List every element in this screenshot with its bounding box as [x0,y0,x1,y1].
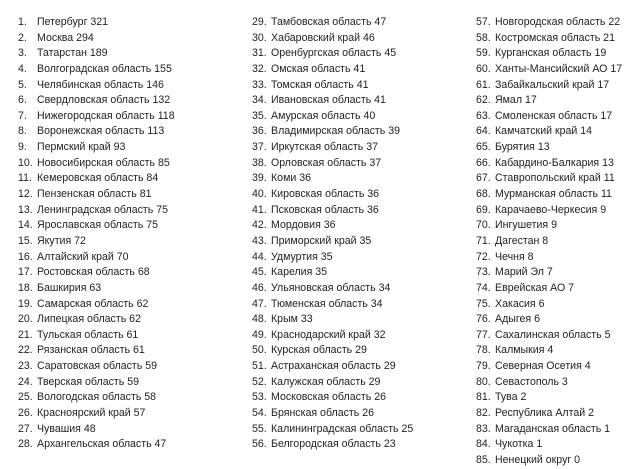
list-item-number: 53. [252,391,267,404]
list-item [18,422,175,438]
list-item-text: Волгоградская область 155 [37,62,172,75]
list-item-number: 84. [476,438,491,451]
list-item [252,109,413,125]
list-item-text: Якутия 72 [37,234,86,247]
list-item [18,15,175,31]
list-item-text: Калининградская область 25 [271,422,414,435]
list-item-number: 71. [476,234,491,247]
list-item-text: Крым 33 [271,313,313,326]
list-item-number: 38. [252,156,267,169]
list-item-number: 80. [476,375,491,388]
list-item [18,78,175,94]
list-item-number: 45. [252,266,267,279]
list-item [252,140,413,156]
list-item-text: Петербург 321 [37,16,109,28]
list-item-number: 40. [252,188,267,201]
list-item-text: Магаданская область 1 [495,422,611,435]
list-item-text: Чечня 8 [495,250,534,263]
list-item [476,15,622,31]
list-item-text: Бурятия 13 [495,141,550,154]
list-item-number: 14. [18,219,33,232]
list-item [476,437,622,453]
list-item-text: Ярославская область 75 [37,219,159,232]
list-item [476,328,622,344]
list-item-text: Калмыкия 4 [495,344,554,357]
list-item-text: Владимирская область 39 [271,125,401,138]
list-item [252,437,413,453]
list-item-text: Татарстан 189 [37,47,108,60]
list-item-number: 49. [252,328,267,341]
list-item-text: Забайкальский край 17 [495,78,610,91]
list-item [476,250,622,266]
list-item [476,343,622,359]
list-item [18,375,175,391]
list-item-number: 3. [18,47,27,60]
list-item [18,328,175,344]
list-item-number: 16. [18,250,33,263]
list-item [476,78,622,94]
list-item-number: 11. [18,172,32,185]
list-item-number: 23. [18,360,33,373]
list-item-number: 25. [18,391,33,404]
list-item-number: 76. [476,313,491,326]
list-item-text: Хабаровский край 46 [271,31,375,44]
list-item [252,156,413,172]
list-item [18,437,175,453]
list-item-text: Ленинградская область 75 [37,203,168,216]
list-item-text: Московская область 26 [271,391,386,404]
list-item-number: 75. [476,297,491,310]
list-item [252,78,413,94]
list-item [476,46,622,62]
list-item-number: 77. [476,328,491,341]
list-item-number: 24. [18,375,33,388]
list-item-number: 74. [476,281,491,294]
list-item [476,156,622,172]
list-item-number: 68. [476,188,491,201]
list-item [476,265,622,281]
list-item-number: 22. [18,344,33,357]
list-item-text: Новгородская область 22 [495,16,621,28]
list-item-number: 48. [252,313,267,326]
list-item-text: Пензенская область 81 [37,188,152,201]
list-item-text: Тамбовская область 47 [271,16,387,28]
list-item [252,46,413,62]
list-item [476,281,622,297]
list-item-number: 52. [252,375,267,388]
list-item-text: Карачаево-Черкесия 9 [495,203,607,216]
list-item-number: 37. [252,141,267,154]
list-item-number: 43. [252,234,267,247]
list-item [18,62,175,78]
list-item-number: 36. [252,125,267,138]
list-item-number: 28. [18,438,33,451]
list-item-number: 10. [18,156,33,169]
list-item [18,343,175,359]
list-item-number: 41. [252,203,267,216]
list-item [476,406,622,422]
list-item-text: Приморский край 35 [271,234,372,247]
list-item [18,281,175,297]
list-item-number: 31. [252,47,267,60]
list-item-text: Мордовия 36 [271,219,336,232]
list-item-number: 50. [252,344,267,357]
list-item [252,406,413,422]
list-item-text: Марий Эл 7 [495,266,553,279]
list-item [18,390,175,406]
list-item-number: 15. [18,234,33,247]
list-item [252,375,413,391]
list-item-text: Адыгея 6 [495,313,540,326]
list-item [18,109,175,125]
list-item-number: 34. [252,94,267,107]
list-item [252,234,413,250]
list-item [252,343,413,359]
list-item [476,124,622,140]
list-item-number: 58. [476,31,491,44]
list-item [18,156,175,172]
list-item-number: 63. [476,109,491,122]
list-item [476,297,622,313]
list-item-text: Тува 2 [495,391,527,404]
list-item [18,46,175,62]
list-item [252,250,413,266]
list-item-text: Краснодарский край 32 [271,328,386,341]
list-item-number: 30. [252,31,267,44]
list-item [252,187,413,203]
list-item [476,234,622,250]
list-item-number: 70. [476,219,491,232]
list-item-number: 67. [476,172,491,185]
list-item-number: 72. [476,250,491,263]
list-item [476,187,622,203]
list-item [18,297,175,313]
list-item-number: 66. [476,156,491,169]
list-item-text: Псковская область 36 [271,203,379,216]
list-item-text: Чувашия 48 [37,422,96,435]
list-item-text: Ненецкий округ 0 [495,453,581,466]
list-item-number: 12. [18,188,33,201]
list-item-text: Липецкая область 62 [37,313,141,326]
list-item-text: Кировская область 36 [271,188,380,201]
list-item [252,265,413,281]
list-item-number: 46. [252,281,267,294]
list-item-number: 35. [252,109,267,122]
list-item-text: Камчатский край 14 [495,125,593,138]
list-item-text: Орловская область 37 [271,156,382,169]
list-item-number: 2. [18,31,27,44]
list-item-number: 56. [252,438,267,451]
ranking-column-2 [252,15,413,453]
list-item-text: Севастополь 3 [495,375,568,388]
ranking-column-1 [18,15,175,453]
list-item-number: 44. [252,250,267,263]
list-item-number: 51. [252,360,267,373]
list-item-number: 57. [476,16,491,28]
list-item-text: Ингушетия 9 [495,219,558,232]
list-item-text: Хакасия 6 [495,297,545,310]
list-item-text: Свердловская область 132 [37,94,171,107]
list-item-number: 59. [476,47,491,60]
list-item-text: Новосибирская область 85 [37,156,170,169]
list-item [476,359,622,375]
list-item-number: 1. [18,16,27,28]
list-item-text: Москва 294 [37,31,94,44]
list-item [476,62,622,78]
list-item-number: 55. [252,422,267,435]
list-item [476,390,622,406]
list-item-number: 27. [18,422,33,435]
list-item-number: 62. [476,94,491,107]
list-item-text: Дагестан 8 [495,234,549,247]
list-item [18,140,175,156]
list-item-text: Ставропольский край 11 [495,172,615,185]
list-item-number: 69. [476,203,491,216]
list-item [18,406,175,422]
list-item-number: 61. [476,78,491,91]
list-item-text: Северная Осетия 4 [495,360,591,373]
list-item [476,93,622,109]
list-item-number: 82. [476,407,491,420]
list-item [476,422,622,438]
list-item-text: Челябинская область 146 [37,78,164,91]
list-item-number: 73. [476,266,491,279]
list-item-text: Коми 36 [271,172,311,185]
list-item-text: Курганская область 19 [495,47,607,60]
list-item-text: Ханты-Мансийский АО 17 [495,62,623,75]
list-item-text: Архангельская область 47 [37,438,167,451]
list-item [252,297,413,313]
list-item [18,250,175,266]
list-item-number: 60. [476,62,491,75]
list-item-text: Карелия 35 [271,266,328,279]
list-item-text: Саратовская область 59 [37,360,158,373]
list-item [18,265,175,281]
list-item-number: 81. [476,391,491,404]
list-item-number: 8. [18,125,27,138]
list-item-number: 78. [476,344,491,357]
list-item [18,124,175,140]
list-item [252,281,413,297]
list-item [476,312,622,328]
list-item-number: 19. [18,297,33,310]
list-item-number: 29. [252,16,267,28]
list-item-text: Ямал 17 [495,94,537,107]
list-item [18,312,175,328]
list-item-number: 39. [252,172,267,185]
list-item-number: 47. [252,297,267,310]
list-item-text: Удмуртия 35 [271,250,333,263]
list-item-text: Пермский край 93 [37,141,126,154]
list-item [18,218,175,234]
list-item-text: Воронежская область 113 [37,125,165,138]
list-item [252,62,413,78]
list-item [18,31,175,47]
list-item-text: Калужская область 29 [271,375,381,388]
list-item [18,171,175,187]
list-item [18,93,175,109]
list-item [18,187,175,203]
list-item [252,31,413,47]
list-item-text: Ульяновская область 34 [271,281,391,294]
list-item-text: Омская область 41 [271,62,366,75]
list-item-text: Амурская область 40 [271,109,376,122]
list-item-text: Рязанская область 61 [37,344,145,357]
list-item [476,218,622,234]
list-item-text: Курская область 29 [271,344,367,357]
list-item-text: Тульская область 61 [37,328,139,341]
list-item-text: Иркутская область 37 [271,141,378,154]
list-item-number: 9. [18,141,27,154]
ranking-column-3 [476,15,622,469]
list-item-text: Ростовская область 68 [37,266,150,279]
list-item [476,375,622,391]
list-item-number: 83. [476,422,491,435]
list-item [252,328,413,344]
list-item-text: Белгородская область 23 [271,438,396,451]
list-item-text: Чукотка 1 [495,438,543,451]
list-item-text: Тюменская область 34 [271,297,383,310]
list-item [252,218,413,234]
list-item-text: Вологодская область 58 [37,391,157,404]
list-item [18,234,175,250]
list-item [252,124,413,140]
list-item [252,359,413,375]
list-item [476,453,622,469]
list-item [476,109,622,125]
list-item [252,390,413,406]
list-item-text: Брянская область 26 [271,407,374,420]
list-item-number: 7. [18,109,27,122]
list-item-number: 18. [18,281,33,294]
list-item-text: Кемеровская область 84 [37,172,159,185]
list-item-number: 42. [252,219,267,232]
list-item-number: 64. [476,125,491,138]
list-item-number: 21. [18,328,33,341]
list-item-text: Самарская область 62 [37,297,149,310]
list-item [252,422,413,438]
list-item [18,359,175,375]
list-item-text: Оренбургская область 45 [271,47,397,60]
list-item-text: Еврейская АО 7 [495,281,575,294]
list-item-text: Ивановская область 41 [271,94,386,107]
list-item-text: Красноярский край 57 [37,407,146,420]
list-item [252,171,413,187]
list-item-text: Костромская область 21 [495,31,615,44]
list-item [476,203,622,219]
list-item-number: 54. [252,407,267,420]
list-item-text: Тверская область 59 [37,375,139,388]
list-item-text: Нижегородская область 118 [37,109,175,122]
list-item-number: 33. [252,78,267,91]
list-item-number: 17. [18,266,33,279]
list-item-number: 4. [18,62,27,75]
list-item-text: Республика Алтай 2 [495,407,594,420]
list-item [252,15,413,31]
list-item-text: Астраханская область 29 [271,360,396,373]
list-item-text: Алтайский край 70 [37,250,129,263]
list-item [18,203,175,219]
list-item-text: Сахалинская область 5 [495,328,611,341]
list-item-number: 65. [476,141,491,154]
list-item-text: Башкирия 63 [37,281,102,294]
list-item [476,171,622,187]
list-item-number: 79. [476,360,491,373]
list-item-text: Смоленская область 17 [495,109,613,122]
list-item-number: 5. [18,78,27,91]
list-item-text: Томская область 41 [271,78,369,91]
list-item [252,93,413,109]
list-item-number: 20. [18,313,33,326]
list-item-text: Мурманская область 11 [495,188,612,201]
list-item [476,31,622,47]
list-item-number: 13. [18,203,33,216]
list-item [252,203,413,219]
list-item-number: 32. [252,62,267,75]
list-item-text: Кабардино-Балкария 13 [495,156,614,169]
list-item-number: 6. [18,94,27,107]
list-item [476,140,622,156]
list-item-number: 26. [18,407,33,420]
list-item [252,312,413,328]
list-item-number: 85. [476,453,491,466]
